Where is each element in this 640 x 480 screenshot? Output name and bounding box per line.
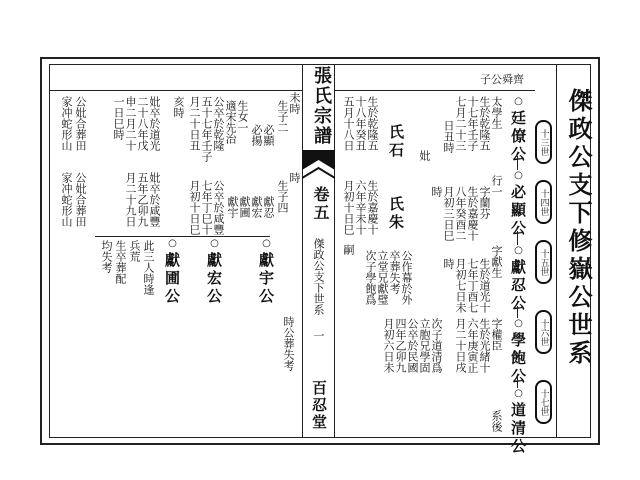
leftcol-d-1: 公卒於咸豐	[212, 180, 225, 235]
leftcol-c-1: 生女一	[236, 100, 249, 133]
misc-note-5: 次子道清爲	[430, 318, 443, 373]
leftcol-d-3: 月初十日巳	[188, 180, 201, 235]
leftcol-b-3: 獻忍	[262, 196, 275, 218]
spouse2-note-1: 生於嘉慶十	[366, 180, 379, 235]
spine-left-rule	[302, 64, 303, 438]
gen13-note-6: 行一	[490, 175, 503, 197]
generation-badge-17: 十七世	[535, 380, 552, 424]
misc-note-6: 立胞兄學固	[418, 318, 431, 373]
misc-note-9: 月初六日未	[382, 318, 395, 373]
page-title: 傑政公支下修嶽公世系	[564, 88, 593, 368]
gen13-note-4: 七月二十三	[454, 96, 467, 151]
gen15-note-3: 七年丁酉七	[466, 258, 479, 313]
leftcol-c-5: 月二十日丑	[188, 96, 201, 151]
gen14-note-3: 八年癸酉二	[454, 186, 467, 241]
generation-badge-15: 十五世	[535, 240, 552, 284]
book-title: 張氏宗譜	[311, 66, 332, 146]
fishtail-mark	[302, 150, 335, 180]
misc-note-4: 次子學飽爲	[364, 250, 377, 305]
leftcol-e-3: 申二月二十	[124, 96, 137, 151]
son-xianpu-note-2: 兵荒	[128, 240, 141, 262]
leftcol-a-3: 必顯	[262, 124, 275, 146]
page-number: 一	[312, 330, 325, 341]
gen13-note-2: 生於乾隆五	[478, 96, 491, 151]
person-gen16: ○學飽公	[509, 318, 527, 386]
leftcol-e-4: 一日巳時	[112, 96, 125, 140]
spouse-shi: 氏石	[387, 124, 405, 160]
misc-note-3: 立堂兄獻璧	[376, 250, 389, 305]
left-header-rule	[49, 90, 302, 91]
misc-note-8: 四年乙卯九	[394, 318, 407, 373]
son-xianhong: ○獻宏公	[205, 238, 223, 306]
gen14-note-2: 生於嘉慶十	[466, 186, 479, 241]
gen14-note-1: 字蘭芬	[478, 186, 491, 219]
leftcol-a-1: 未時	[288, 92, 301, 114]
spouse2-note-3: 月初十日巳	[342, 180, 355, 235]
person-gen15: ○獻忍公	[509, 245, 527, 313]
connector-14-15	[517, 231, 518, 245]
leftcol-h-1: 公妣合葬田	[74, 172, 87, 227]
gen15-note-1: 字獻生	[490, 245, 503, 278]
son-xianpu-note-4: 均失考	[100, 240, 113, 273]
gen14-note-4: 月初三日巳	[442, 186, 455, 241]
leftcol-b-4: 獻宏	[250, 196, 263, 218]
person-gen17: ○道清公	[509, 388, 527, 456]
gen15-note-2: 生於道光十	[478, 258, 491, 313]
section-label: 傑政公支下世系	[312, 238, 325, 315]
gen13-note-3: 十七年壬子	[466, 96, 479, 151]
generation-badge-14: 十四世	[535, 180, 552, 224]
leftcol-e-5: 亥時	[172, 96, 185, 118]
leftcol-a-4: 必揚	[250, 124, 263, 146]
leftcol-g-1: 公妣合葬田	[74, 96, 87, 151]
leftcol-e-1: 妣卒於道光	[148, 96, 161, 151]
top-note: 子公舜齊	[480, 73, 524, 86]
son-xianyu-note: 時公葬失考	[282, 316, 295, 371]
leftcol-f-2: 五年乙卯九	[136, 172, 149, 227]
gen13-note-1: 太學生	[490, 96, 503, 129]
spouse1-note-1: 生於乾隆五	[366, 96, 379, 151]
leftcol-c-3: 公卒於乾隆	[212, 96, 225, 151]
gen15-note-4: 月初七日未	[454, 258, 467, 313]
leftcol-h-2: 家冲蛇形山	[60, 172, 73, 227]
title-divider	[556, 64, 557, 438]
leftcol-c-2: 適宋先治	[224, 100, 237, 144]
son-xianpu-note-1: 此三人時逢	[142, 240, 155, 295]
son-xianpu-note-3: 生卒葬配	[114, 240, 127, 284]
leftcol-e-2: 二十八年戊	[136, 96, 149, 151]
spouse1-note-3: 五月十八日	[342, 96, 355, 151]
spouse2-note-4: 嗣	[342, 244, 355, 255]
leftcol-d-2: 七年丁巳十	[200, 180, 213, 235]
gen15-note-5: 時	[442, 258, 455, 269]
spine-right-rule	[334, 64, 335, 438]
person-gen14: ○必顯公	[509, 170, 527, 238]
leftcol-a-2: 生子二	[276, 100, 289, 133]
gen14-note-6: 妣	[418, 150, 431, 161]
gen14-note-5: 時	[430, 186, 443, 197]
hall-name: 百忍堂	[310, 380, 328, 431]
misc-note-2: 卒葬失考	[388, 250, 401, 294]
generation-badge-16: 十六世	[535, 310, 552, 354]
connector-16-17	[517, 376, 518, 388]
son-xianyu: ○獻宇公	[257, 238, 275, 306]
sons-bracket-rule	[95, 236, 270, 237]
volume-label: 卷五	[311, 186, 330, 222]
gen16-note-1: 字權臣	[490, 318, 503, 351]
misc-note-7: 公卒於民國	[406, 318, 419, 373]
gen16-note-2: 生於光緒十	[478, 318, 491, 373]
leftcol-b-5: 獻圃	[238, 196, 251, 218]
gen16-note-3: 六年庚寅正	[466, 318, 479, 373]
leftcol-f-1: 妣卒於咸豐	[148, 172, 161, 227]
leftcol-c-4: 五十七年壬子	[200, 96, 213, 162]
generation-badge-13: 十三世	[535, 120, 552, 164]
leftcol-g-2: 家冲蛇形山	[60, 96, 73, 151]
gen16-note-4: 月二十日戌	[454, 318, 467, 373]
leftcol-b-2: 生子四	[276, 180, 289, 213]
spouse-zhu: 氏朱	[387, 196, 405, 232]
leftcol-b-1: 時	[288, 172, 301, 183]
leftcol-f-3: 月二十九日	[124, 172, 137, 227]
spouse2-note-2: 六年辛未十	[354, 180, 367, 235]
gen17-note-1: 系後	[490, 410, 503, 432]
gen13-note-5: 日丑時	[442, 120, 455, 153]
person-gen13: ○廷僚公	[509, 96, 527, 164]
connector-13-14	[517, 156, 518, 170]
connector-15-16	[517, 306, 518, 318]
spouse1-note-2: 十八年癸丑	[354, 96, 367, 151]
leftcol-b-6: 獻宇	[226, 196, 239, 218]
misc-note-1: 公作幕於外	[400, 250, 413, 305]
header-rule	[335, 90, 535, 91]
son-xianpu: ○獻圃公	[163, 238, 181, 306]
